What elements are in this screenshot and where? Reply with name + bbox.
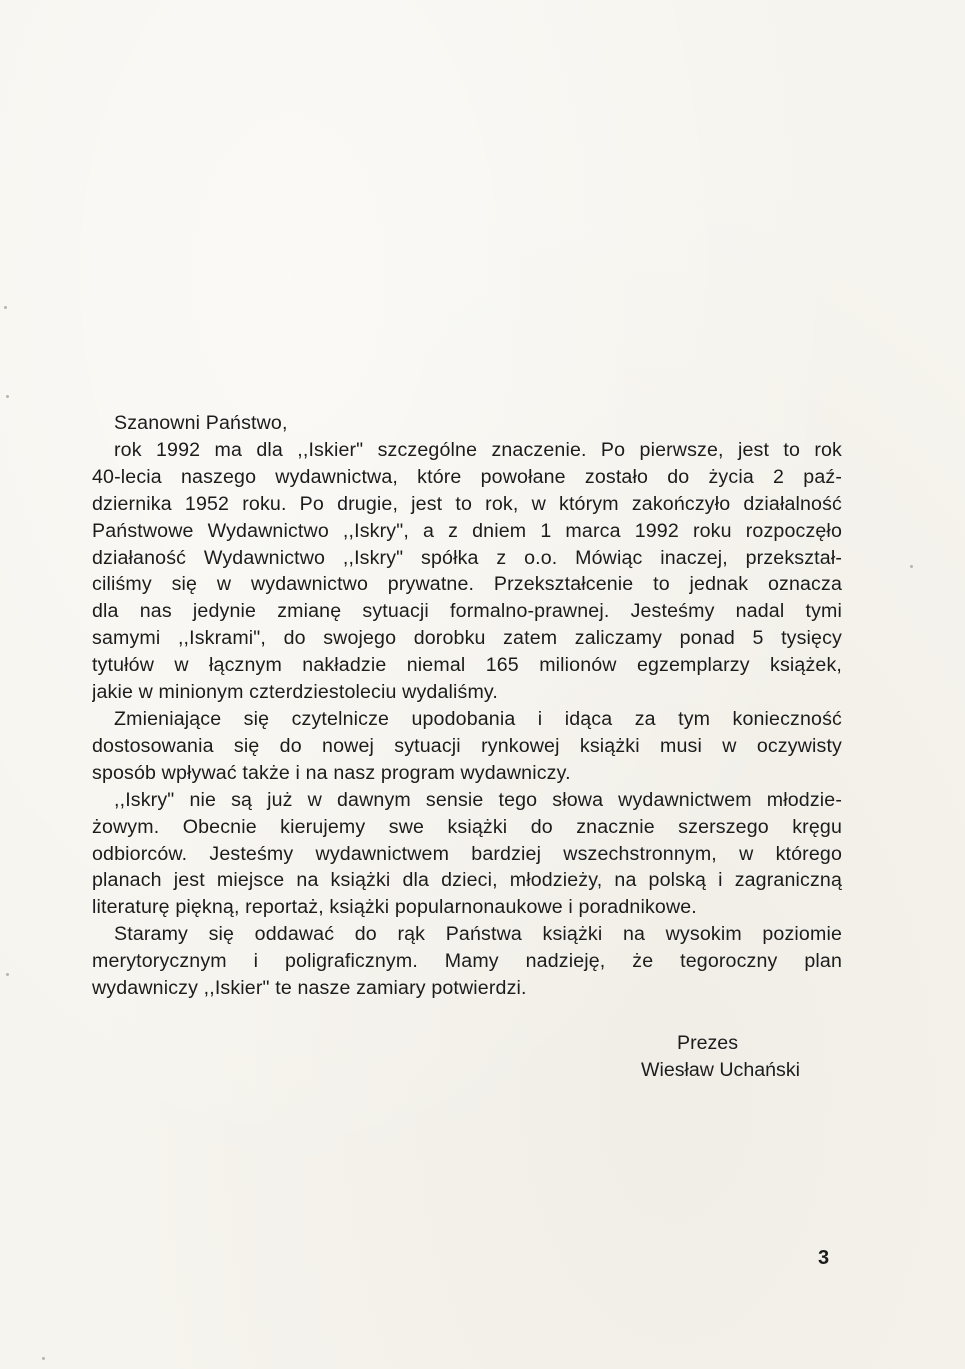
paper-speck xyxy=(910,565,913,568)
signature-name: Wiesław Uchański xyxy=(641,1059,800,1081)
text-line: samymi ,,Iskrami", do swojego dorobku zatem zaliczamy ponad 5 tysięcy xyxy=(92,627,842,650)
signature-block xyxy=(560,1030,800,1084)
paper-speck xyxy=(4,306,7,309)
page-number: 3 xyxy=(818,1247,830,1269)
salutation: Szanowni Państwo, xyxy=(114,412,288,434)
text-line: rok 1992 ma dla ,,Iskier" szczególne znaczenie. Po pierwsze, jest to rok xyxy=(114,438,842,461)
text-line: 40-lecia naszego wydawnictwa, które powołane zostało do życia 2 paź- xyxy=(92,465,842,488)
text-line: ciliśmy się w wydawnictwo prywatne. Przekształcenie to jednak oznacza xyxy=(92,573,842,596)
text-line: żowym. Obecnie kierujemy swe książki do znacznie szerszego kręgu xyxy=(92,815,842,838)
text-line: sposób wpływać także i na nasz program wydawniczy. xyxy=(92,761,571,784)
text-line: ,,Iskry" nie są już w dawnym sensie tego słowa wydawnictwem młodzie- xyxy=(114,788,842,811)
text-line: jakie w minionym czterdziestoleciu wydaliśmy. xyxy=(92,681,499,704)
text-line: wydawniczy ,,Iskier" te nasze zamiary potwierdzi. xyxy=(92,977,527,1000)
text-line: dziernika 1952 roku. Po drugie, jest to rok, w którym zakończyło działalność xyxy=(92,492,842,515)
text-line: odbiorców. Jesteśmy wydawnictwem bardziej wszechstronnym, w którego xyxy=(92,842,842,865)
paper-speck xyxy=(6,395,9,398)
paragraph xyxy=(92,437,842,706)
paragraph xyxy=(92,787,842,922)
text-line: działaność Wydawnictwo ,,Iskry" spółka z o.o. Mówiąc inaczej, przekształ- xyxy=(92,546,842,569)
text-line: tytułów w łącznym nakładzie niemal 165 milionów egzemplarzy książek, xyxy=(92,654,842,677)
paper-speck xyxy=(42,1357,45,1360)
text-line: literaturę piękną, reportaż, książki popularnonaukowe i poradnikowe. xyxy=(92,896,697,919)
text-line: planach jest miejsce na książki dla dzieci, młodzieży, na polską i zagraniczną xyxy=(92,869,842,892)
text-line: dostosowania się do nowej sytuacji rynkowej książki musi w oczywisty xyxy=(92,734,842,757)
text-line: merytorycznym i poligraficznym. Mamy nadzieję, że tegoroczny plan xyxy=(92,950,842,973)
letter-body xyxy=(92,410,842,1002)
text-line: Zmieniające się czytelnicze upodobania i idąca za tym konieczność xyxy=(114,707,842,730)
text-line: dla nas jedynie zmianę sytuacji formalno-prawnej. Jesteśmy nadal tymi xyxy=(92,600,842,623)
paragraph xyxy=(92,921,842,1002)
paragraph xyxy=(92,706,842,787)
text-line: Staramy się oddawać do rąk Państwa książki na wysokim poziomie xyxy=(114,923,842,946)
text-line: Państwowe Wydawnictwo ,,Iskry", a z dniem 1 marca 1992 roku rozpoczęło xyxy=(92,519,842,542)
paper-speck xyxy=(6,973,9,976)
signature-role: Prezes xyxy=(677,1032,738,1054)
